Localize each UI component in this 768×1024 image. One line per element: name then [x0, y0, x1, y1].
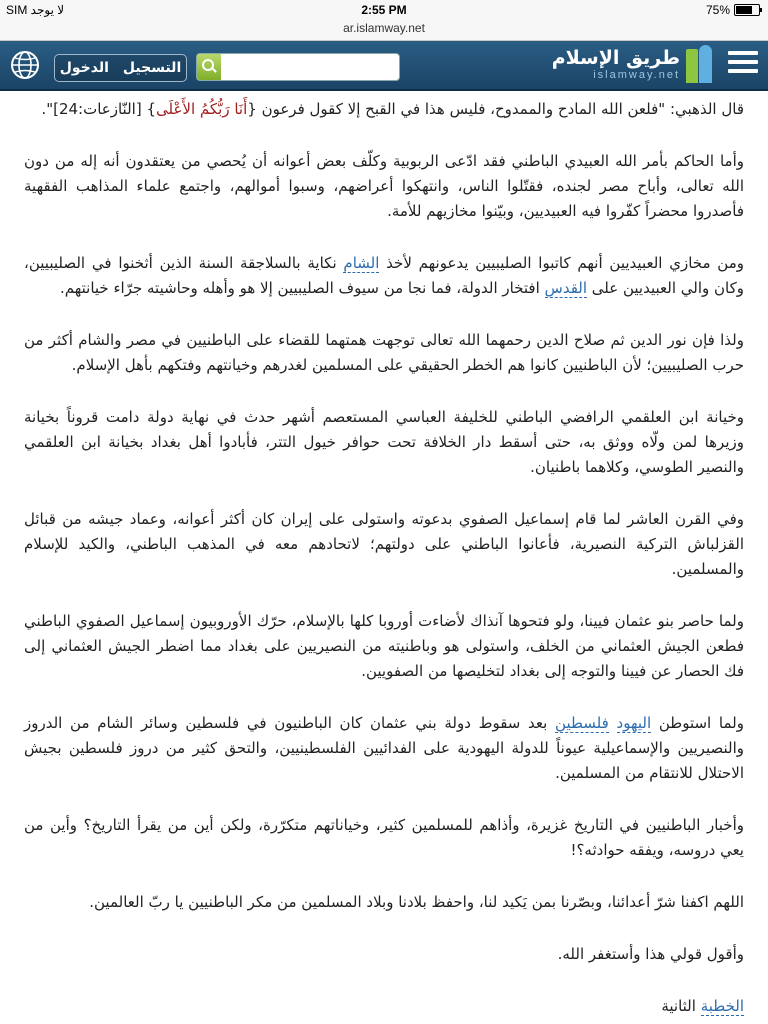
- paragraph: قال الذهبي: "فلعن الله المادح والممدوح، فليس هذا في القبح إلا كقول فرعون {أَنَا رَبُّكُمُ الأَعْلَى} [النّازعات:24]".: [41, 100, 744, 118]
- status-time: 2:55 PM: [361, 3, 407, 17]
- register-button[interactable]: التسجيل: [122, 60, 182, 76]
- search-button[interactable]: [197, 54, 221, 80]
- paragraph: ولذا فإن نور الدين ثم صلاح الدين رحمهما الله تعالى توجهت همتهما للقضاء على الباطنيين في مصر والشام أكثر من حرب الصليبيين؛ لأن الباطنيين كانوا هم الخطر الحقيقي على المسلمين لغدرهم وخيانتهم وفتكهم بأهل الإسلام.: [24, 331, 744, 374]
- paragraph: ولما حاصر بنو عثمان فيينا، ولو فتحوها آنذاك لأضاءت أوروبا كلها بالإسلام، حرّك الأوروبيون إسماعيل الصفوي الباطني فطعن الجيش العثماني من الخلف، واستولى هو وباطنيته من النصيريين على بغداد مما اضطر الجيش العثماني إلى فك الحصار عن فيينا والتوجه إلى بغداد لتخليصها من الصفويين.: [24, 612, 744, 680]
- paragraph: وفي القرن العاشر لما قام إسماعيل الصفوي بدعوته واستولى على إيران كان أكثر أعوانه، وعماد جيشه من قبائل القزلباش التركية النصيرية، فأعانوا الباطني على دولتهم؛ لاتحادهم معه في المذهب الباطني، والكيد للإسلام والمسلمين.: [24, 510, 744, 578]
- link-palestine[interactable]: فلسطين: [555, 714, 609, 732]
- logo-mark-icon: [686, 45, 712, 83]
- search-input[interactable]: [223, 57, 395, 79]
- logo-subtitle: islamway.net: [593, 69, 680, 81]
- paragraph: ومن مخازي العبيديين أنهم كاتبوا الصليبيين يدعونهم لأخذ الشام نكاية بالسلاجقة السنة الذين أثخنوا في الصليبيين، وكان والي العبيديين على القدس افتخار الدولة، فما نجا من سيوف الصليبيين إلا هو وأهله وحاشيته جرّاء خيانتهم.: [24, 254, 744, 297]
- paragraph: الخطبة الثانية: [661, 997, 744, 1015]
- carrier-label: SIM لا يوجد: [6, 3, 65, 17]
- search-box: [196, 53, 400, 81]
- battery-percent: 75%: [705, 3, 730, 17]
- globe-icon[interactable]: [10, 50, 40, 80]
- paragraph: وأخبار الباطنيين في التاريخ غزيرة، وأذاهم للمسلمين كثير، وخياناتهم متكرّرة، ولكن أين من يقرأ التاريخ؟ وأين من يعي دروسه، ويفقه حوادثه؟!: [24, 816, 744, 859]
- quran-verse: أَنَا رَبُّكُمُ الأَعْلَى: [155, 100, 248, 118]
- status-bar: [0, 0, 768, 20]
- battery-status: [706, 3, 760, 17]
- link-yahud[interactable]: اليهود: [616, 714, 652, 732]
- auth-box: [54, 54, 187, 82]
- url-text[interactable]: ar.islamway.net: [343, 21, 425, 35]
- site-logo[interactable]: [552, 45, 712, 83]
- paragraph: اللهم اكفنا شرّ أعدائنا، وبصّرنا بمن يَكيد لنا، واحفظ بلادنا وبلاد المسلمين من مكر الباطنيين يا ربّ العالمين.: [89, 893, 744, 911]
- hamburger-menu-icon[interactable]: [728, 51, 758, 79]
- paragraph: وخيانة ابن العلقمي الرافضي الباطني للخليفة العباسي المستعصم أشهر حدث في نهاية دولة دامت قروناً بخيانة وزيرها لمن ولّاه ووثق به، حتى أسقط دار الخلافة تحت حوافر خيول التتر، فأبادوا أهل بغداد بخيانة ابن العلقمي والنصير الطوسي، وكلاهما باطنيان.: [24, 408, 744, 476]
- battery-icon: [734, 4, 760, 16]
- paragraph: وأما الحاكم بأمر الله العبيدي الباطني فقد ادّعى الربوبية وكلّف بعض أعوانه أن يُحصي من يعتقدون أنه إله من دون الله تعالى، وأباح مصر لجنده، فقتّلوا الناس، وانتهكوا أعراضهم، وسبوا أموالهم، واجتمع علماء المذاهب الفقهية فأصدروا محضراً كفّروا فيه العبيديين، وبيّنوا مخازيهم للأمة.: [24, 152, 744, 220]
- logo-title: طريق الإسلام: [551, 47, 680, 69]
- link-khutbah[interactable]: الخطبة: [700, 997, 744, 1015]
- address-bar[interactable]: [0, 20, 768, 41]
- link-quds[interactable]: القدس: [544, 279, 588, 297]
- article-body: [0, 91, 768, 1019]
- paragraph: ولما استوطن اليهود فلسطين بعد سقوط دولة بني عثمان كان الباطنيون في فلسطين وسائر الشام من الدروز والنصيريين والإسماعيلية عيوناً للدولة اليهودية على الفدائيين الفلسطينيين، والتحق كثير من دروز فلسطين بجيش الاحتلال للانتقام من المسلمين.: [24, 714, 744, 782]
- link-sham[interactable]: الشام: [343, 254, 380, 272]
- paragraph: وأقول قولي هذا وأستغفر الله.: [557, 945, 744, 963]
- site-header: [0, 41, 768, 91]
- login-button[interactable]: الدخول: [59, 60, 109, 76]
